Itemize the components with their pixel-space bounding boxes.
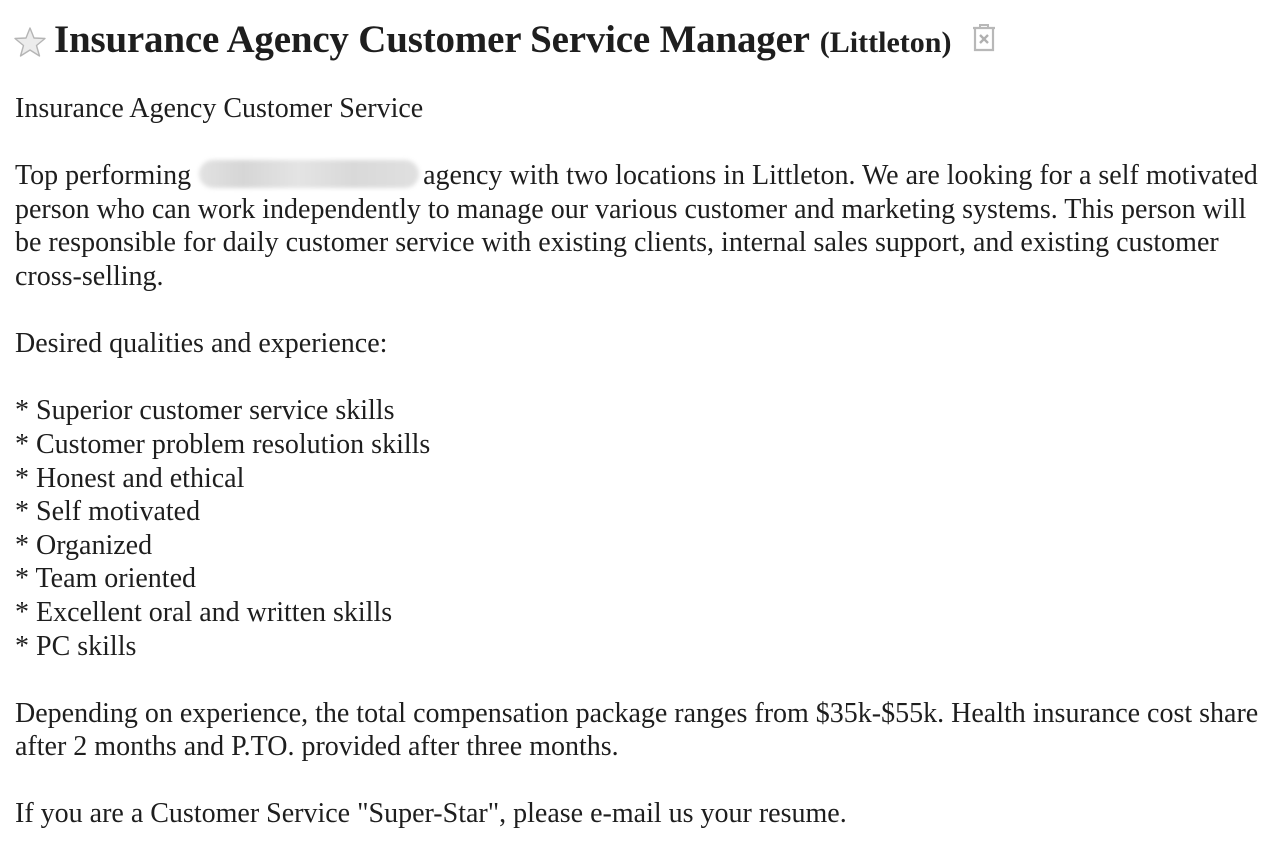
- posting-title-row: [14, 14, 997, 66]
- list-item: * PC skills: [15, 630, 137, 662]
- list-item: * Customer problem resolution skills: [15, 428, 431, 460]
- list-item: * Honest and ethical: [15, 462, 245, 494]
- list-item: * Superior customer service skills: [15, 395, 395, 427]
- redacted-company-name: [199, 160, 419, 188]
- compensation-paragraph: Depending on experience, the total compensation package ranges from $35k-$55k. Health insurance cost share after 2 months and P.TO. provided after three months.: [15, 697, 1259, 763]
- posting-subtitle: Insurance Agency Customer Service: [15, 93, 424, 124]
- list-item: * Team oriented: [15, 563, 197, 595]
- call-to-action: If you are a Customer Service "Super-Star", please e-mail us your resume.: [15, 798, 847, 830]
- intro-after-redaction: agency with two locations in Littleton. We are looking for a self motivated person who can work independently to manage our various customer and marketing systems. This person will be responsible for daily customer service with existing clients, internal sales support, and existing customer cross-selling.: [15, 160, 1258, 292]
- list-item: * Organized: [15, 529, 153, 561]
- trash-x-icon[interactable]: [971, 23, 997, 53]
- qualities-list: [15, 394, 1263, 663]
- intro-before-redaction: Top performing: [15, 160, 192, 192]
- qualities-heading: Desired qualities and experience:: [15, 328, 388, 360]
- list-item: * Self motivated: [15, 496, 201, 528]
- star-icon[interactable]: [14, 26, 46, 58]
- list-item: * Excellent oral and written skills: [15, 596, 393, 628]
- intro-paragraph: [15, 159, 1263, 293]
- posting-location: (Littleton): [819, 26, 952, 59]
- posting-body: [15, 92, 1263, 865]
- posting-title: Insurance Agency Customer Service Manager: [54, 18, 810, 61]
